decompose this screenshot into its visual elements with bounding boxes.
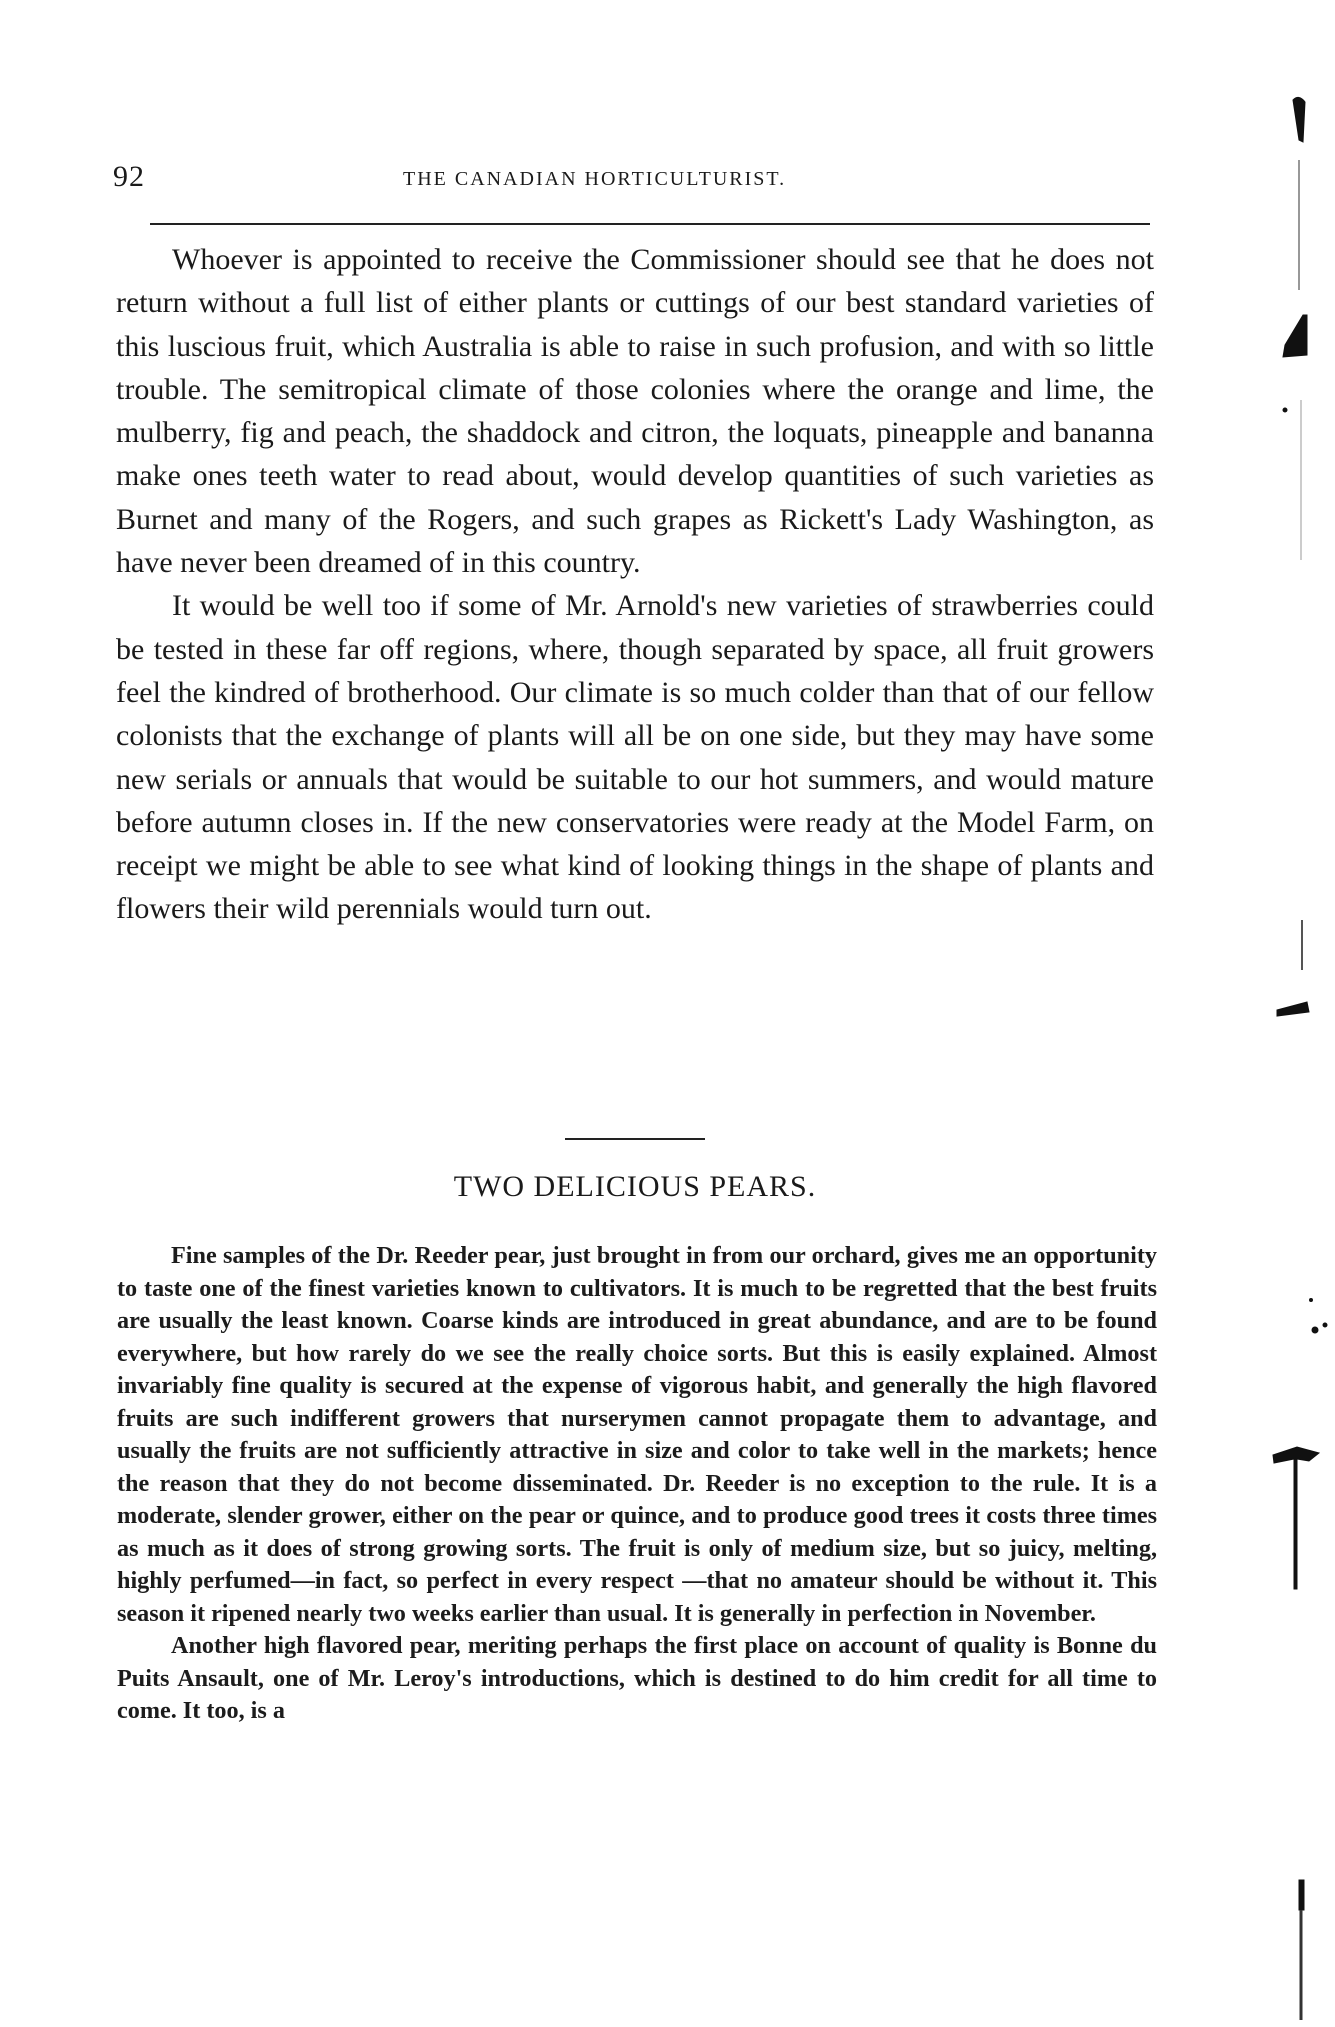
scan-margin-artifacts [1255, 0, 1335, 2027]
article-paragraph: It would be well too if some of Mr. Arnold's new varieties of strawberries could be tested in these far off regions, where, though separated by space, all fruit growers feel the kindred of brotherhood. Our climate is so much colder than that of our fellow colonists that the exchange of plants will all be on one side, but they may have some new serials or annuals that would be suitable to our hot summers, and would mature before autumn closes in. If the new conservatories were ready at the Model Farm, on receipt we might be able to see what kind of looking things in the shape of plants and flowers their wild perennials would turn out. [116, 589, 1154, 926]
running-head [113, 160, 1153, 200]
section-body [117, 1240, 1157, 1728]
section-title: TWO DELICIOUS PEARS. [453, 1170, 817, 1203]
header-rule [150, 223, 1150, 225]
page-number: 92 [113, 160, 145, 193]
article-paragraph: Whoever is appointed to receive the Commissioner should see that he does not return without a full list of either plants or cuttings of our best standard varieties of this luscious fruit, which Australia is able to raise in such profusion, and with so little trouble. The semitropical climate of those colonies where the orange and lime, the mulberry, fig and peach, the shaddock and citron, the loquats, pineapple and bananna make ones teeth water to read about, would develop quantities of such varieties as Burnet and many of the Rogers, and such grapes as Rickett's Lady Washington, as have never been dreamed of in this country. [116, 243, 1154, 580]
section-paragraph: Another high flavored pear, meriting perhaps the first place on account of quality is Bonne du Puits Ansault, one of Mr. Leroy's introductions, which is destined to do him credit for all time to come. It too, is a [117, 1632, 1157, 1724]
section-paragraph: Fine samples of the Dr. Reeder pear, just brought in from our orchard, gives me an opportunity to taste one of the finest varieties known to cultivators. It is much to be regretted that the best fruits are usually the least known. Coarse kinds are introduced in great abundance, and are to be found everywhere, but how rarely do we see the really choice sorts. But this is easily explained. Almost invariably fine quality is secured at the expense of vigorous habit, and generally the high flavored fruits are such indifferent growers that nurserymen cannot propagate them to advantage, and usually the fruits are not sufficiently attractive in size and color to take well in the markets; hence the reason that they do not become disseminated. Dr. Reeder is no exception to the rule. It is a moderate, slender grower, either on the pear or quince, and to produce good trees it costs three times as much as it does of strong growing sorts. The fruit is only of medium size, but so juicy, melting, highly perfumed—in fact, so perfect in every respect —that no amateur should be without it. This season it ripened nearly two weeks earlier than usual. It is generally in perfection in November. [117, 1242, 1157, 1627]
section-divider [565, 1138, 705, 1140]
article-body [116, 238, 1154, 931]
journal-title: THE CANADIAN HORTICULTURIST. [403, 168, 787, 190]
